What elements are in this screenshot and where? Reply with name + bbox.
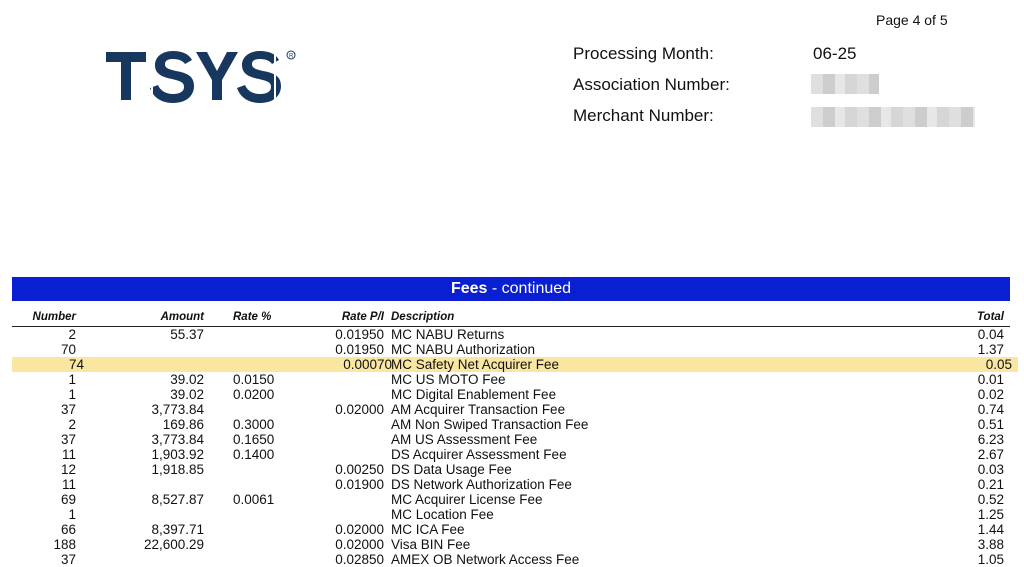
header-number: Number [32,311,76,323]
cell-description: AM US Assessment Fee [391,432,538,447]
page-number: Page 4 of 5 [876,12,948,28]
cell-description: DS Data Usage Fee [391,462,512,477]
header-rate-percent: Rate % [233,311,272,323]
cell-description: DS Network Authorization Fee [391,477,572,492]
cell-description: MC NABU Authorization [391,342,536,357]
cell-total: 2.67 [977,447,1004,462]
cell-amount: 3,773.84 [151,402,204,417]
table-row [12,552,1010,567]
cell-rate-pi: 0.01950 [335,327,384,342]
cell-number: 37 [60,432,76,447]
cell-description: MC Digital Enablement Fee [391,387,557,402]
cell-rate-pi: 0.02850 [335,552,384,567]
merchant-number-redacted [811,107,975,127]
cell-total: 0.74 [977,402,1004,417]
cell-description: Visa BIN Fee [391,537,471,552]
table-row [12,342,1010,357]
cell-rate-percent: 0.0150 [233,372,275,387]
cell-description: AM Acquirer Transaction Fee [391,402,566,417]
table-row [12,327,1010,342]
cell-total: 0.01 [977,372,1004,387]
association-number-redacted [811,74,879,94]
table-row [12,477,1010,492]
table-row-highlighted [12,357,1018,372]
cell-description: MC Location Fee [391,507,494,522]
processing-month-label: Processing Month: [573,44,714,63]
table-row [12,417,1010,432]
cell-amount: 39.02 [170,387,204,402]
cell-total: 0.02 [977,387,1004,402]
cell-total: 0.03 [977,462,1004,477]
cell-total: 0.21 [977,477,1004,492]
cell-total: 3.88 [977,537,1004,552]
cell-description: MC Safety Net Acquirer Fee [391,357,560,372]
cell-rate-percent: 0.1650 [233,432,275,447]
table-row [12,537,1010,552]
cell-amount: 8,527.87 [151,492,204,507]
cell-number: 37 [60,552,76,567]
cell-number: 188 [53,537,76,552]
cell-rate-pi: 0.01900 [335,477,384,492]
cell-number: 11 [61,477,76,492]
cell-total: 0.05 [985,357,1012,372]
table-row [12,462,1010,477]
cell-rate-pi: 0.00250 [335,462,384,477]
cell-description: MC Acquirer License Fee [391,492,543,507]
cell-rate-pi: 0.02000 [335,522,384,537]
cell-number: 74 [68,357,84,372]
cell-description: MC ICA Fee [391,522,465,537]
header-amount: Amount [160,311,204,323]
cell-description: MC NABU Returns [391,327,505,342]
cell-rate-percent: 0.1400 [233,447,275,462]
cell-total: 1.05 [977,552,1004,567]
cell-rate-pi: 0.01950 [335,342,384,357]
cell-amount: 22,600.29 [143,537,204,552]
cell-number: 1 [68,507,76,522]
cell-description: DS Acquirer Assessment Fee [391,447,567,462]
merchant-number-label: Merchant Number: [573,106,714,125]
table-body [12,327,1010,567]
cell-total: 1.37 [977,342,1004,357]
table-row [12,432,1010,447]
section-title: Fees [450,280,488,297]
cell-rate-pi: 0.00070 [343,357,392,372]
cell-total: 0.52 [977,492,1004,507]
table-row [12,387,1010,402]
cell-amount: 169.86 [162,417,204,432]
cell-total: 0.04 [977,327,1004,342]
tsys-logo [104,42,300,108]
cell-amount: 3,773.84 [151,432,204,447]
section-subtitle: - continued [487,280,572,297]
cell-number: 11 [61,447,76,462]
cell-total: 0.51 [977,417,1004,432]
cell-amount: 55.37 [170,327,204,342]
table-row [12,522,1010,537]
table-header [12,311,1010,327]
fees-section-banner [12,277,1010,301]
cell-total: 6.23 [977,432,1004,447]
table-row [12,492,1010,507]
cell-number: 2 [68,417,76,432]
header-rate-pi: Rate P/I [341,311,384,323]
cell-rate-percent: 0.3000 [233,417,275,432]
cell-number: 2 [68,327,76,342]
association-number-label: Association Number: [573,75,730,94]
cell-amount: 39.02 [170,372,204,387]
header-description: Description [391,311,455,323]
cell-rate-pi: 0.02000 [335,537,384,552]
cell-description: AMEX OB Network Access Fee [391,552,580,567]
table-row [12,402,1010,417]
cell-number: 66 [60,522,76,537]
cell-rate-percent: 0.0061 [233,492,275,507]
cell-number: 1 [68,387,76,402]
cell-rate-percent: 0.0200 [233,387,275,402]
cell-amount: 1,918.85 [151,462,204,477]
table-row [12,447,1010,462]
cell-amount: 8,397.71 [151,522,204,537]
tsys-logo-graphic [104,42,300,108]
header-total: Total [976,311,1004,323]
cell-number: 12 [60,462,76,477]
cell-number: 70 [60,342,76,357]
cell-total: 1.44 [977,522,1004,537]
processing-month-value: 06-25 [813,44,857,63]
cell-description: MC US MOTO Fee [391,372,506,387]
table-row [12,372,1010,387]
cell-total: 1.25 [977,507,1004,522]
cell-number: 1 [68,372,76,387]
cell-amount: 1,903.92 [151,447,204,462]
cell-description: AM Non Swiped Transaction Fee [391,417,589,432]
cell-number: 69 [60,492,76,507]
table-row [12,507,1010,522]
cell-rate-pi: 0.02000 [335,402,384,417]
cell-number: 37 [60,402,76,417]
fees-table [12,311,1010,567]
svg-text:R: R [289,53,294,60]
